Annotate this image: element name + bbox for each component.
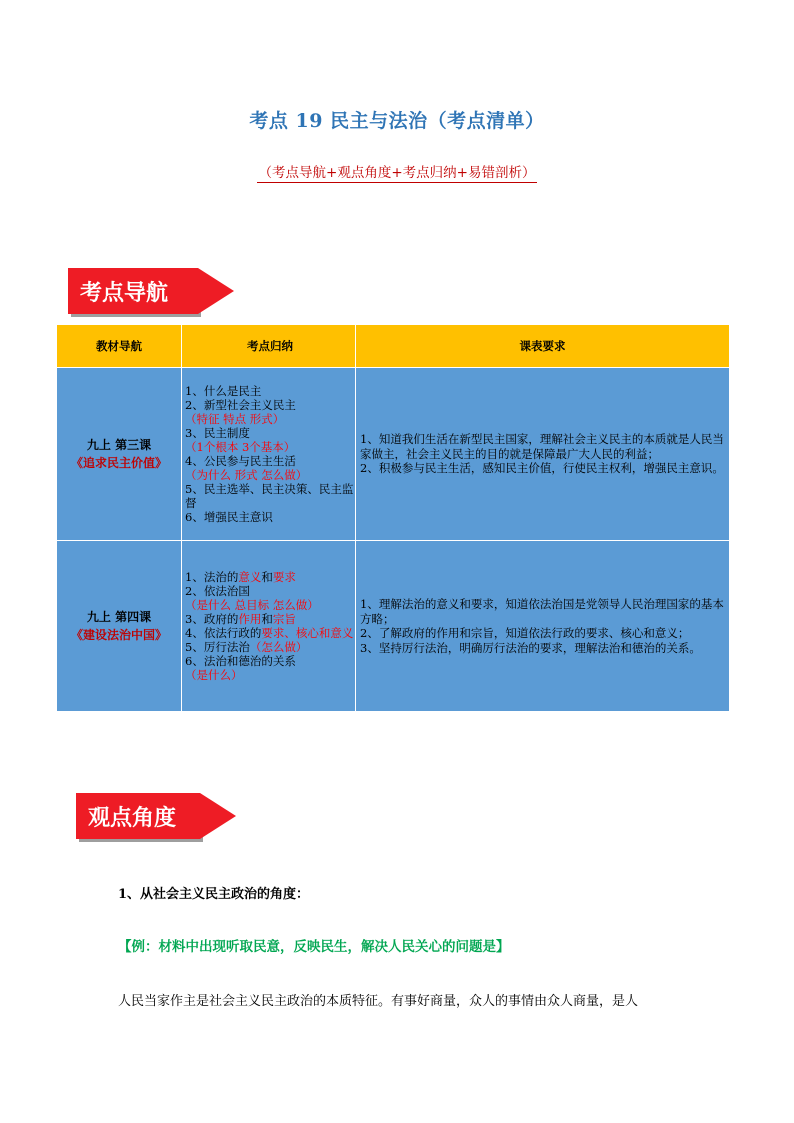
point-text: （是什么 总目标 怎么做） (185, 598, 319, 612)
table-row (57, 541, 730, 712)
point-text: 5、厉行法治 (185, 640, 250, 654)
example-callout: 【例：材料中出现听取民意，反映民生，解决人民关心的问题是】 (118, 939, 510, 955)
requirement-item: 3、坚持厉行法治，明确厉行法治的要求，理解法治和德治的关系。 (360, 640, 701, 655)
point-text: 作用 (238, 612, 262, 626)
header-points: 考点归纳 (182, 325, 356, 368)
point-text: 1、法治的 (185, 570, 239, 584)
point-text: （怎么做） (249, 640, 308, 654)
point-text: 意义 (238, 570, 262, 584)
banner-nav (68, 268, 234, 314)
point-text: 要求、核心和意义 (261, 626, 354, 640)
banner-nav-label: 考点导航 (68, 268, 198, 314)
requirements-cell (356, 368, 730, 541)
requirements-cell (356, 541, 730, 712)
points-cell (182, 541, 356, 712)
nav-table (56, 324, 730, 712)
book-title: 《追求民主价值》 (70, 456, 167, 470)
header-textbook: 教材导航 (57, 325, 182, 368)
point-item: 5、民主选举、民主决策、民主监督 (185, 482, 354, 510)
point-text: （是什么） (185, 668, 243, 682)
point-item: 3、民主制度 (185, 426, 250, 440)
point-item: 2、新型社会主义民主 (185, 398, 296, 412)
point-item: （为什么 形式 怎么做） (185, 468, 308, 482)
banner-viewpoint-label: 观点角度 (76, 793, 200, 839)
banner-arrow-icon (200, 793, 236, 839)
requirement-item: 1、知道我们生活在新型民主国家，理解社会主义民主的本质就是人民当家做主，社会主义民主的目的就是保障最广大人民的利益； (360, 432, 724, 461)
point-item (185, 598, 355, 612)
banner-viewpoint (76, 793, 236, 839)
point-item: 4、公民参与民主生活 (185, 454, 296, 468)
banner-arrow-icon (198, 268, 234, 314)
point-text: 3、政府的 (185, 612, 239, 626)
point-item (185, 654, 355, 668)
point-item (185, 668, 355, 682)
page-subtitle: （考点导航+观点角度+考点归纳+易错剖析） (258, 165, 536, 181)
point-item: 6、增强民主意识 (185, 510, 273, 524)
point-item (185, 570, 355, 584)
points-list (185, 384, 355, 524)
point-text: 要求 (272, 570, 296, 584)
point-item: （1个根本 3个基本） (185, 440, 296, 454)
point-text: 宗旨 (272, 612, 296, 626)
point-text: 2、依法治国 (185, 584, 250, 598)
points-list (185, 570, 355, 682)
point-item: 1、什么是民主 (185, 384, 262, 398)
point-text: 6、法治和德治的关系 (185, 654, 296, 668)
point-item (185, 640, 355, 654)
textbook-cell (57, 541, 182, 712)
point-text: 4、依法行政的 (185, 626, 262, 640)
table-row (57, 368, 730, 541)
point-text: 和 (261, 612, 273, 626)
point-item (185, 612, 355, 626)
body-paragraph: 人民当家作主是社会主义民主政治的本质特征。有事好商量，众人的事情由众人商量，是人 (118, 994, 639, 1009)
course-name: 九上 第四课 (86, 610, 152, 624)
points-cell (182, 368, 356, 541)
point-text: 和 (261, 570, 273, 584)
section-heading: 1、从社会主义民主政治的角度： (118, 887, 310, 902)
textbook-cell (57, 368, 182, 541)
header-requirements: 课表要求 (356, 325, 730, 368)
requirement-item: 2、积极参与民主生活，感知民主价值，行使民主权利，增强民主意识。 (360, 461, 724, 476)
course-name: 九上 第三课 (86, 438, 152, 452)
page-title: 考点 19 民主与法治（考点清单） (249, 110, 545, 132)
book-title: 《建设法治中国》 (70, 628, 167, 642)
requirement-item: 1、理解法治的意义和要求，知道依法治国是党领导人民治理国家的基本方略； (360, 597, 724, 626)
point-item (185, 584, 355, 598)
point-item: （特征 特点 形式） (185, 412, 285, 426)
point-item (185, 626, 355, 640)
requirement-item: 2、了解政府的作用和宗旨，知道依法行政的要求、核心和意义； (360, 626, 690, 640)
